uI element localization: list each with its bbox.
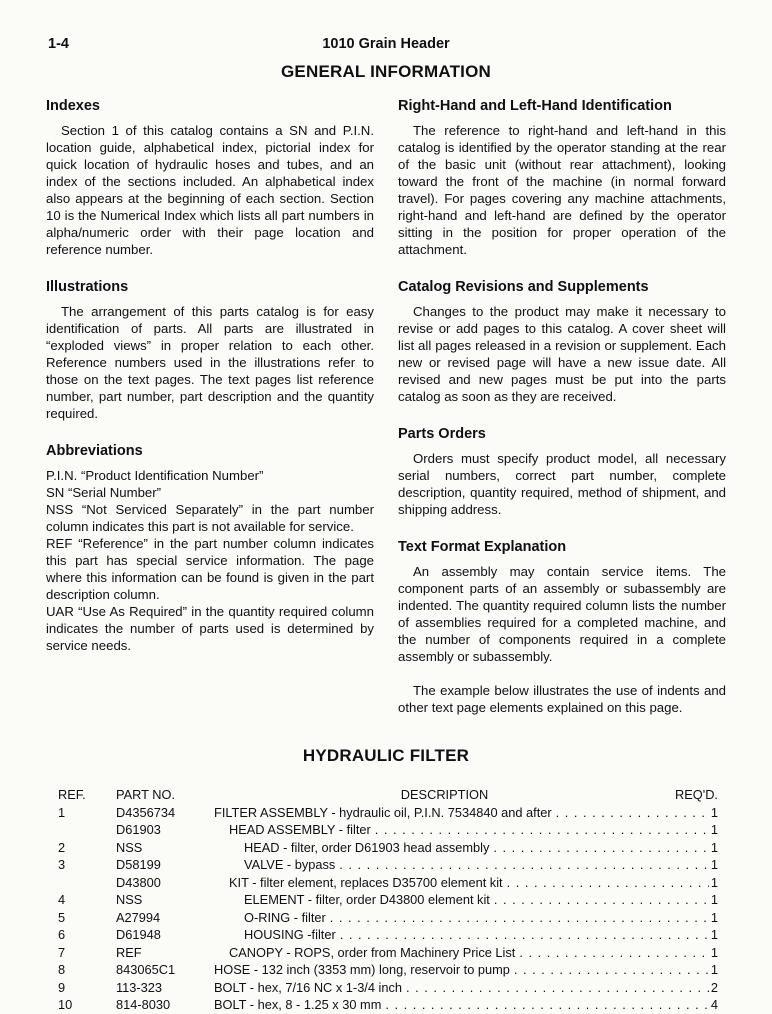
table-row bbox=[58, 961, 718, 979]
dot-leader bbox=[406, 979, 709, 997]
row-qty: 1 bbox=[710, 962, 718, 977]
section-heading: Parts Orders bbox=[398, 426, 486, 442]
paragraph: The reference to right-hand and left-hand in this catalog is identified by the operator standing at the rear of the basic unit (without rear attachment), looking toward the front of the machine (in normal forward travel). For pages covering any machine attachments, right-hand and left-hand are defined by the operator sitting in the position for proper operation of the attachment. bbox=[398, 123, 726, 257]
header-part-no: PART NO. bbox=[116, 787, 176, 802]
section-heading: Indexes bbox=[46, 98, 100, 114]
dot-leader bbox=[340, 926, 709, 944]
table-row bbox=[58, 804, 718, 822]
row-qty: 1 bbox=[710, 944, 718, 960]
row-part: 113-323 bbox=[116, 979, 163, 995]
parts-table-header bbox=[58, 786, 718, 804]
row-qty: 1 bbox=[710, 927, 718, 942]
row-ref: 3 bbox=[58, 857, 66, 872]
section-rh-lh-identification bbox=[398, 98, 726, 258]
header-description: DESCRIPTION bbox=[400, 787, 489, 802]
dot-leader bbox=[493, 839, 708, 857]
dot-leader bbox=[519, 944, 709, 962]
row-ref: 5 bbox=[58, 909, 66, 925]
table-row bbox=[58, 821, 718, 839]
paragraph: Section 1 of this catalog contains a SN and P.I.N. location guide, alphabetical index, pictorial index for quick location of hydraulic hoses and tubes, and an index of the sections included. An alphabetical index also appears at the beginning of each section. Section 10 is the Numerical Index which lists all part numbers in alpha/numeric order with their page location and reference number. bbox=[46, 123, 374, 257]
table-row bbox=[58, 979, 718, 997]
table-row bbox=[58, 996, 718, 1014]
row-desc: FILTER ASSEMBLY - hydraulic oil, P.I.N. 7534840 and after bbox=[214, 804, 552, 820]
paragraph: The example below illustrates the use of indents and other text page elements explained on this page. bbox=[398, 683, 726, 715]
row-part: REF bbox=[116, 944, 142, 960]
row-desc: KIT - filter element, replaces D35700 element kit bbox=[229, 874, 503, 890]
page-title: GENERAL INFORMATION bbox=[281, 62, 491, 81]
row-ref: 6 bbox=[58, 927, 66, 942]
dot-leader bbox=[339, 856, 709, 874]
section-illustrations bbox=[46, 279, 374, 422]
row-desc: HOSE - 132 inch (3353 mm) long, reservoir to pump bbox=[214, 962, 510, 977]
parts-table-title: HYDRAULIC FILTER bbox=[302, 746, 470, 765]
section-parts-orders bbox=[398, 426, 726, 518]
running-title: 1010 Grain Header bbox=[322, 36, 450, 52]
row-ref: 7 bbox=[58, 944, 66, 960]
section-heading: Right-Hand and Left-Hand Identification bbox=[398, 98, 672, 114]
row-part: D43800 bbox=[116, 874, 161, 890]
left-column bbox=[46, 92, 374, 716]
row-part: NSS bbox=[116, 839, 143, 855]
row-part: NSS bbox=[116, 892, 143, 907]
paragraph: The arrangement of this parts catalog is for easy identification of parts. All parts are illustrated in “exploded views” in proper relation to each other. Reference numbers used in the illustrations refer to those on the text pages. The text pages list reference number, part number, part description and the quantity required. bbox=[46, 304, 374, 421]
abbreviation-entry: SN “Serial Number” bbox=[46, 485, 162, 500]
paragraph: Orders must specify product model, all necessary serial numbers, correct part number, complete description, quantity required, method of shipment, and shipping address. bbox=[398, 451, 726, 517]
section-text-format bbox=[398, 539, 726, 716]
row-qty: 2 bbox=[710, 979, 718, 995]
dot-leader bbox=[556, 804, 709, 822]
row-qty: 1 bbox=[710, 892, 718, 907]
row-ref: 9 bbox=[58, 979, 66, 995]
row-qty: 1 bbox=[710, 839, 718, 855]
dot-leader bbox=[330, 909, 709, 927]
table-row bbox=[58, 874, 718, 892]
row-qty: 1 bbox=[710, 909, 718, 925]
section-indexes bbox=[46, 98, 374, 258]
row-ref: 4 bbox=[58, 892, 66, 907]
abbreviation-entry: NSS “Not Serviced Separately” in the part number column indicates this part is not available for service. bbox=[46, 502, 374, 534]
parts-table bbox=[58, 786, 718, 1014]
row-ref: 1 bbox=[58, 804, 66, 820]
header-reqd: REQ'D. bbox=[675, 787, 718, 802]
section-heading: Illustrations bbox=[46, 279, 129, 295]
row-desc: HEAD ASSEMBLY - filter bbox=[229, 822, 371, 837]
row-part: 843065C1 bbox=[116, 962, 176, 977]
row-desc: HEAD - filter, order D61903 head assembly bbox=[244, 839, 490, 855]
abbreviation-entry: P.I.N. “Product Identification Number” bbox=[46, 468, 264, 483]
row-part: A27994 bbox=[116, 909, 161, 925]
abbreviation-entry: REF “Reference” in the part number column indicates this part has special service information. The page where this information can be found is given in the part description column. bbox=[46, 536, 374, 602]
row-qty: 1 bbox=[710, 822, 718, 837]
section-heading: Text Format Explanation bbox=[398, 539, 567, 555]
row-part: D58199 bbox=[116, 857, 161, 872]
dot-leader bbox=[514, 961, 709, 979]
dot-leader bbox=[507, 874, 709, 892]
row-ref: 2 bbox=[58, 839, 66, 855]
row-part: D61903 bbox=[116, 822, 161, 837]
section-heading: Abbreviations bbox=[46, 443, 143, 459]
row-ref: 10 bbox=[58, 997, 73, 1012]
row-desc: BOLT - hex, 8 - 1.25 x 30 mm bbox=[214, 997, 382, 1012]
page-header bbox=[46, 36, 726, 56]
section-catalog-revisions bbox=[398, 279, 726, 405]
table-row bbox=[58, 944, 718, 962]
row-desc: VALVE - bypass bbox=[244, 857, 336, 872]
table-row bbox=[58, 891, 718, 909]
row-qty: 4 bbox=[710, 997, 718, 1012]
table-row bbox=[58, 839, 718, 857]
row-desc: CANOPY - ROPS, order from Machinery Price List bbox=[229, 944, 516, 960]
row-qty: 1 bbox=[710, 804, 718, 820]
text-columns bbox=[46, 92, 726, 716]
header-ref: REF. bbox=[58, 787, 86, 802]
row-part: D4356734 bbox=[116, 804, 176, 820]
section-abbreviations bbox=[46, 443, 374, 654]
row-desc: O-RING - filter bbox=[244, 909, 326, 925]
row-ref: 8 bbox=[58, 962, 66, 977]
page-number: 1-4 bbox=[48, 36, 69, 52]
abbreviation-entry: UAR “Use As Required” in the quantity required column indicates the number of parts used is determined by service needs. bbox=[46, 604, 374, 653]
table-row bbox=[58, 856, 718, 874]
dot-leader bbox=[385, 996, 709, 1014]
row-qty: 1 bbox=[710, 857, 718, 872]
dot-leader bbox=[494, 891, 709, 909]
table-row bbox=[58, 926, 718, 944]
row-qty: 1 bbox=[710, 874, 718, 890]
section-heading: Catalog Revisions and Supplements bbox=[398, 279, 649, 295]
row-part: D61948 bbox=[116, 927, 161, 942]
row-desc: BOLT - hex, 7/16 NC x 1-3/4 inch bbox=[214, 979, 403, 995]
table-row bbox=[58, 909, 718, 927]
row-desc: ELEMENT - filter, order D43800 element kit bbox=[244, 892, 490, 907]
dot-leader bbox=[375, 821, 709, 839]
parts-table-body bbox=[58, 804, 718, 1014]
right-column bbox=[398, 92, 726, 716]
row-desc: HOUSING -filter bbox=[244, 927, 336, 942]
paragraph: Changes to the product may make it necessary to revise or add pages to this catalog. A cover sheet will list all pages released in a revision or supplement. Each new or revised page will have a new issue date. All revised and new pages must be put into the parts catalog as soon as they are received. bbox=[398, 304, 726, 404]
paragraph: An assembly may contain service items. The component parts of an assembly or subassembly are indented. The quantity required column lists the number of assemblies required for a completed machine, and the number of components required in a complete assembly or subassembly. bbox=[398, 564, 726, 664]
row-part: 814-8030 bbox=[116, 997, 171, 1012]
